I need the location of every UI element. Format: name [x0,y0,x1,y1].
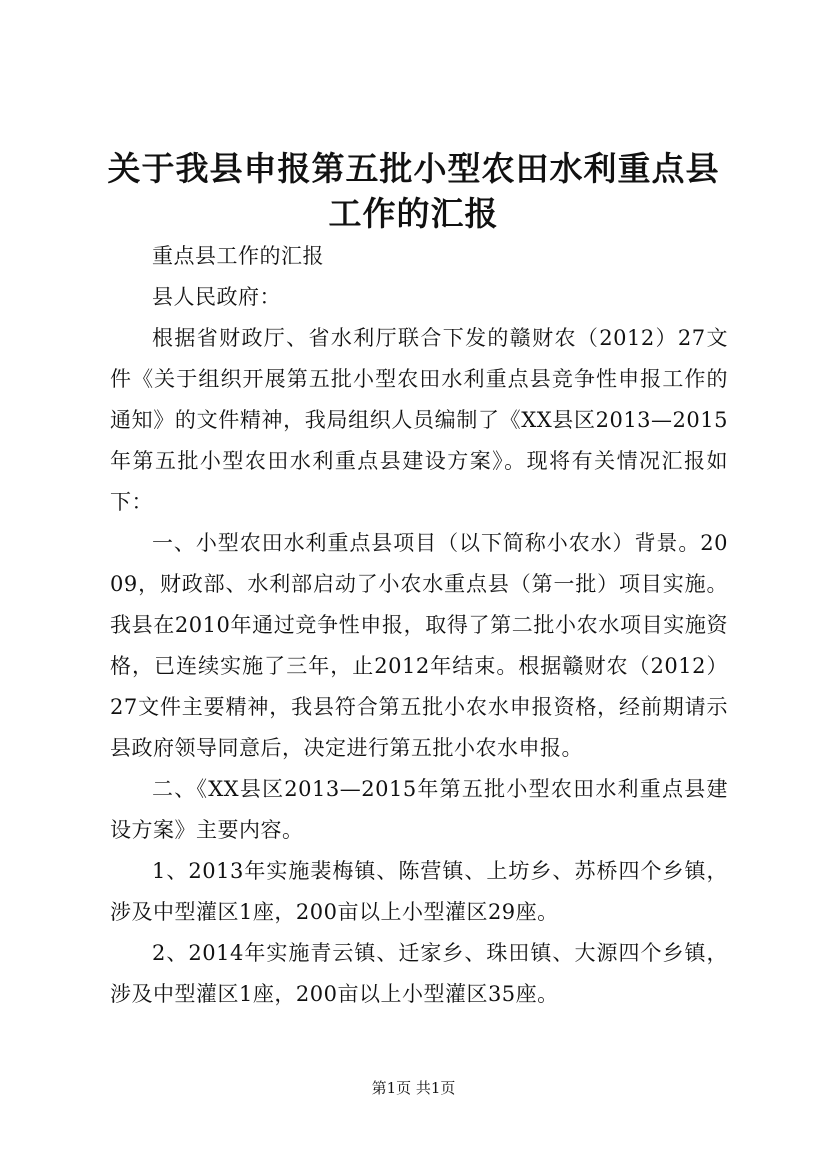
document-title: 关于我县申报第五批小型农田水利重点县工作的汇报 [107,149,720,233]
paragraph-item-2013: 1、2013年实施裴梅镇、陈营镇、上坊乡、苏桥四个乡镇，涉及中型灌区1座，200亩以上小型灌区29座。 [110,859,728,924]
paragraph-plan-heading: 二、《XX县区2013—2015年第五批小型农田水利重点县建设方案》主要内容。 [110,777,728,842]
paragraph-subtitle: 重点县工作的汇报 [152,244,324,268]
page-footer: 第1页 共1页 [371,1079,456,1097]
paragraph-background: 一、小型农田水利重点县项目（以下简称小农水）背景。2009，财政部、水利部启动了小农水重点县（第一批）项目实施。我县在2010年通过竞争性申报，取得了第二批小农水项目实施资格，已连续实施了三年，止2012年结束。根据赣财农（2012）27文件主要精神，我县符合第五批小农水申报资格，经前期请示县政府领导同意后，决定进行第五批小农水申报。 [110,531,728,760]
document-body [110,236,728,1015]
paragraph-intro: 根据省财政厅、省水利厅联合下发的赣财农（2012）27文件《关于组织开展第五批小型农田水利重点县竞争性申报工作的通知》的文件精神，我局组织人员编制了《XX县区2013—2015年第五批小型农田水利重点县建设方案》。现将有关情况汇报如下： [110,326,728,514]
paragraph-item-2014: 2、2014年实施青云镇、迁家乡、珠田镇、大源四个乡镇，涉及中型灌区1座，200亩以上小型灌区35座。 [110,941,728,1006]
paragraph-salutation: 县人民政府： [152,285,281,309]
